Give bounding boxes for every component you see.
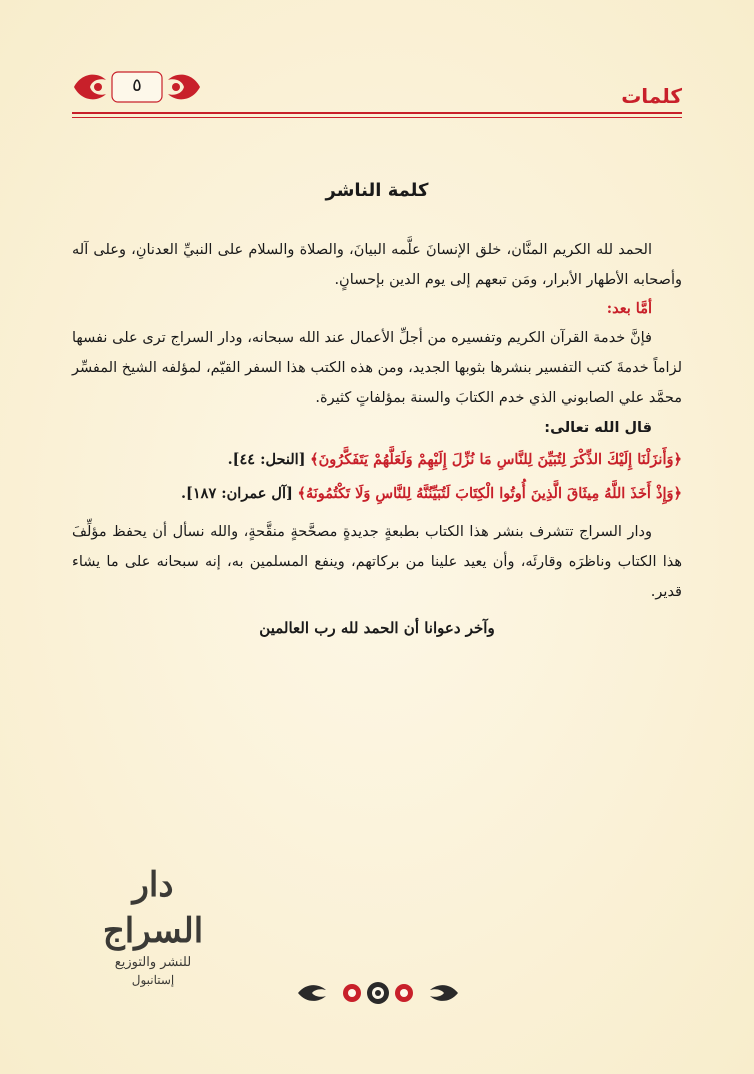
logo-city: إستانبول <box>131 973 175 987</box>
verse-reference: [آل عمران: ١٨٧]. <box>180 485 293 502</box>
logo-name: دار السراج <box>102 865 204 951</box>
amma-baad-heading: أمَّا بعد: <box>606 300 652 317</box>
verse-text: ﴿وَإِذْ أَخَذَ اللَّهُ مِيثَاقَ الَّذِينَ أُوتُوا الْكِتَابَ لَتُبَيِّنُنَّهُ لِلنَّاسِ وَلَا تَكْتُمُونَهُ﴾ <box>297 485 682 502</box>
paragraph-intro: الحمد لله الكريم المنَّان، خلق الإنسانَ علَّمه البيانَ، والصلاة والسلام على النبيِّ العدنانِ، وعلى آله وأصحابه الأطهار الأبرار، ومَن تبعهم إلى يوم الدين بإحسانٍ. <box>72 242 682 288</box>
verse-nahl <box>72 443 682 477</box>
qala-heading: قال الله تعالى: <box>544 420 652 436</box>
verse-al-imran <box>72 477 682 511</box>
section-title: كلمات <box>621 84 682 108</box>
paragraph-body: فإنَّ خدمة القرآن الكريم وتفسيره من أجلِّ الأعمال عند الله سبحانه، ودار السراج ترى على نفسها لزاماً خدمةَ كتب التفسير بنشرها بثوبها الجديد، ومن هذه الكتب هذا السفر القيّم، لمؤلفه الشيخ المفسِّر محمَّد علي الصابوني الذي خدم الكتابَ والسنة بمؤلفاتٍ كثيرة. <box>72 330 682 406</box>
publisher-logo <box>88 862 218 987</box>
page-title: كلمة الناشر <box>325 180 429 201</box>
header-rule-thin <box>72 117 682 118</box>
header-rule <box>72 112 682 114</box>
main-content <box>72 180 682 643</box>
closing-line: وآخر دعوانا أن الحمد لله رب العالمين <box>259 619 495 637</box>
verse-text: ﴿وَأَنزَلْنَا إِلَيْكَ الذِّكْرَ لِتُبَيِّنَ لِلنَّاسِ مَا نُزِّلَ إِلَيْهِمْ وَلَعَلَّهُمْ يَتَفَكَّرُونَ﴾ <box>310 451 682 468</box>
verse-reference: [النحل: ٤٤]. <box>227 451 306 468</box>
footer-ornament-icon <box>296 978 460 1008</box>
logo-subtitle: للنشر والتوزيع <box>114 955 192 970</box>
page-number: ٥ <box>132 75 142 96</box>
paragraph-closing: ودار السراج تتشرف بنشر هذا الكتاب بطبعةٍ جديدةٍ مصحَّحةٍ منقَّحةٍ، والله نسأل أن يحفظ مؤلِّفَ هذا الكتاب وناظرَه وقارئَه، وأن يعيد علينا من بركاتهم، وينفع المسلمين به، إنه سبحانه على ما يشاء قدير. <box>72 524 682 600</box>
